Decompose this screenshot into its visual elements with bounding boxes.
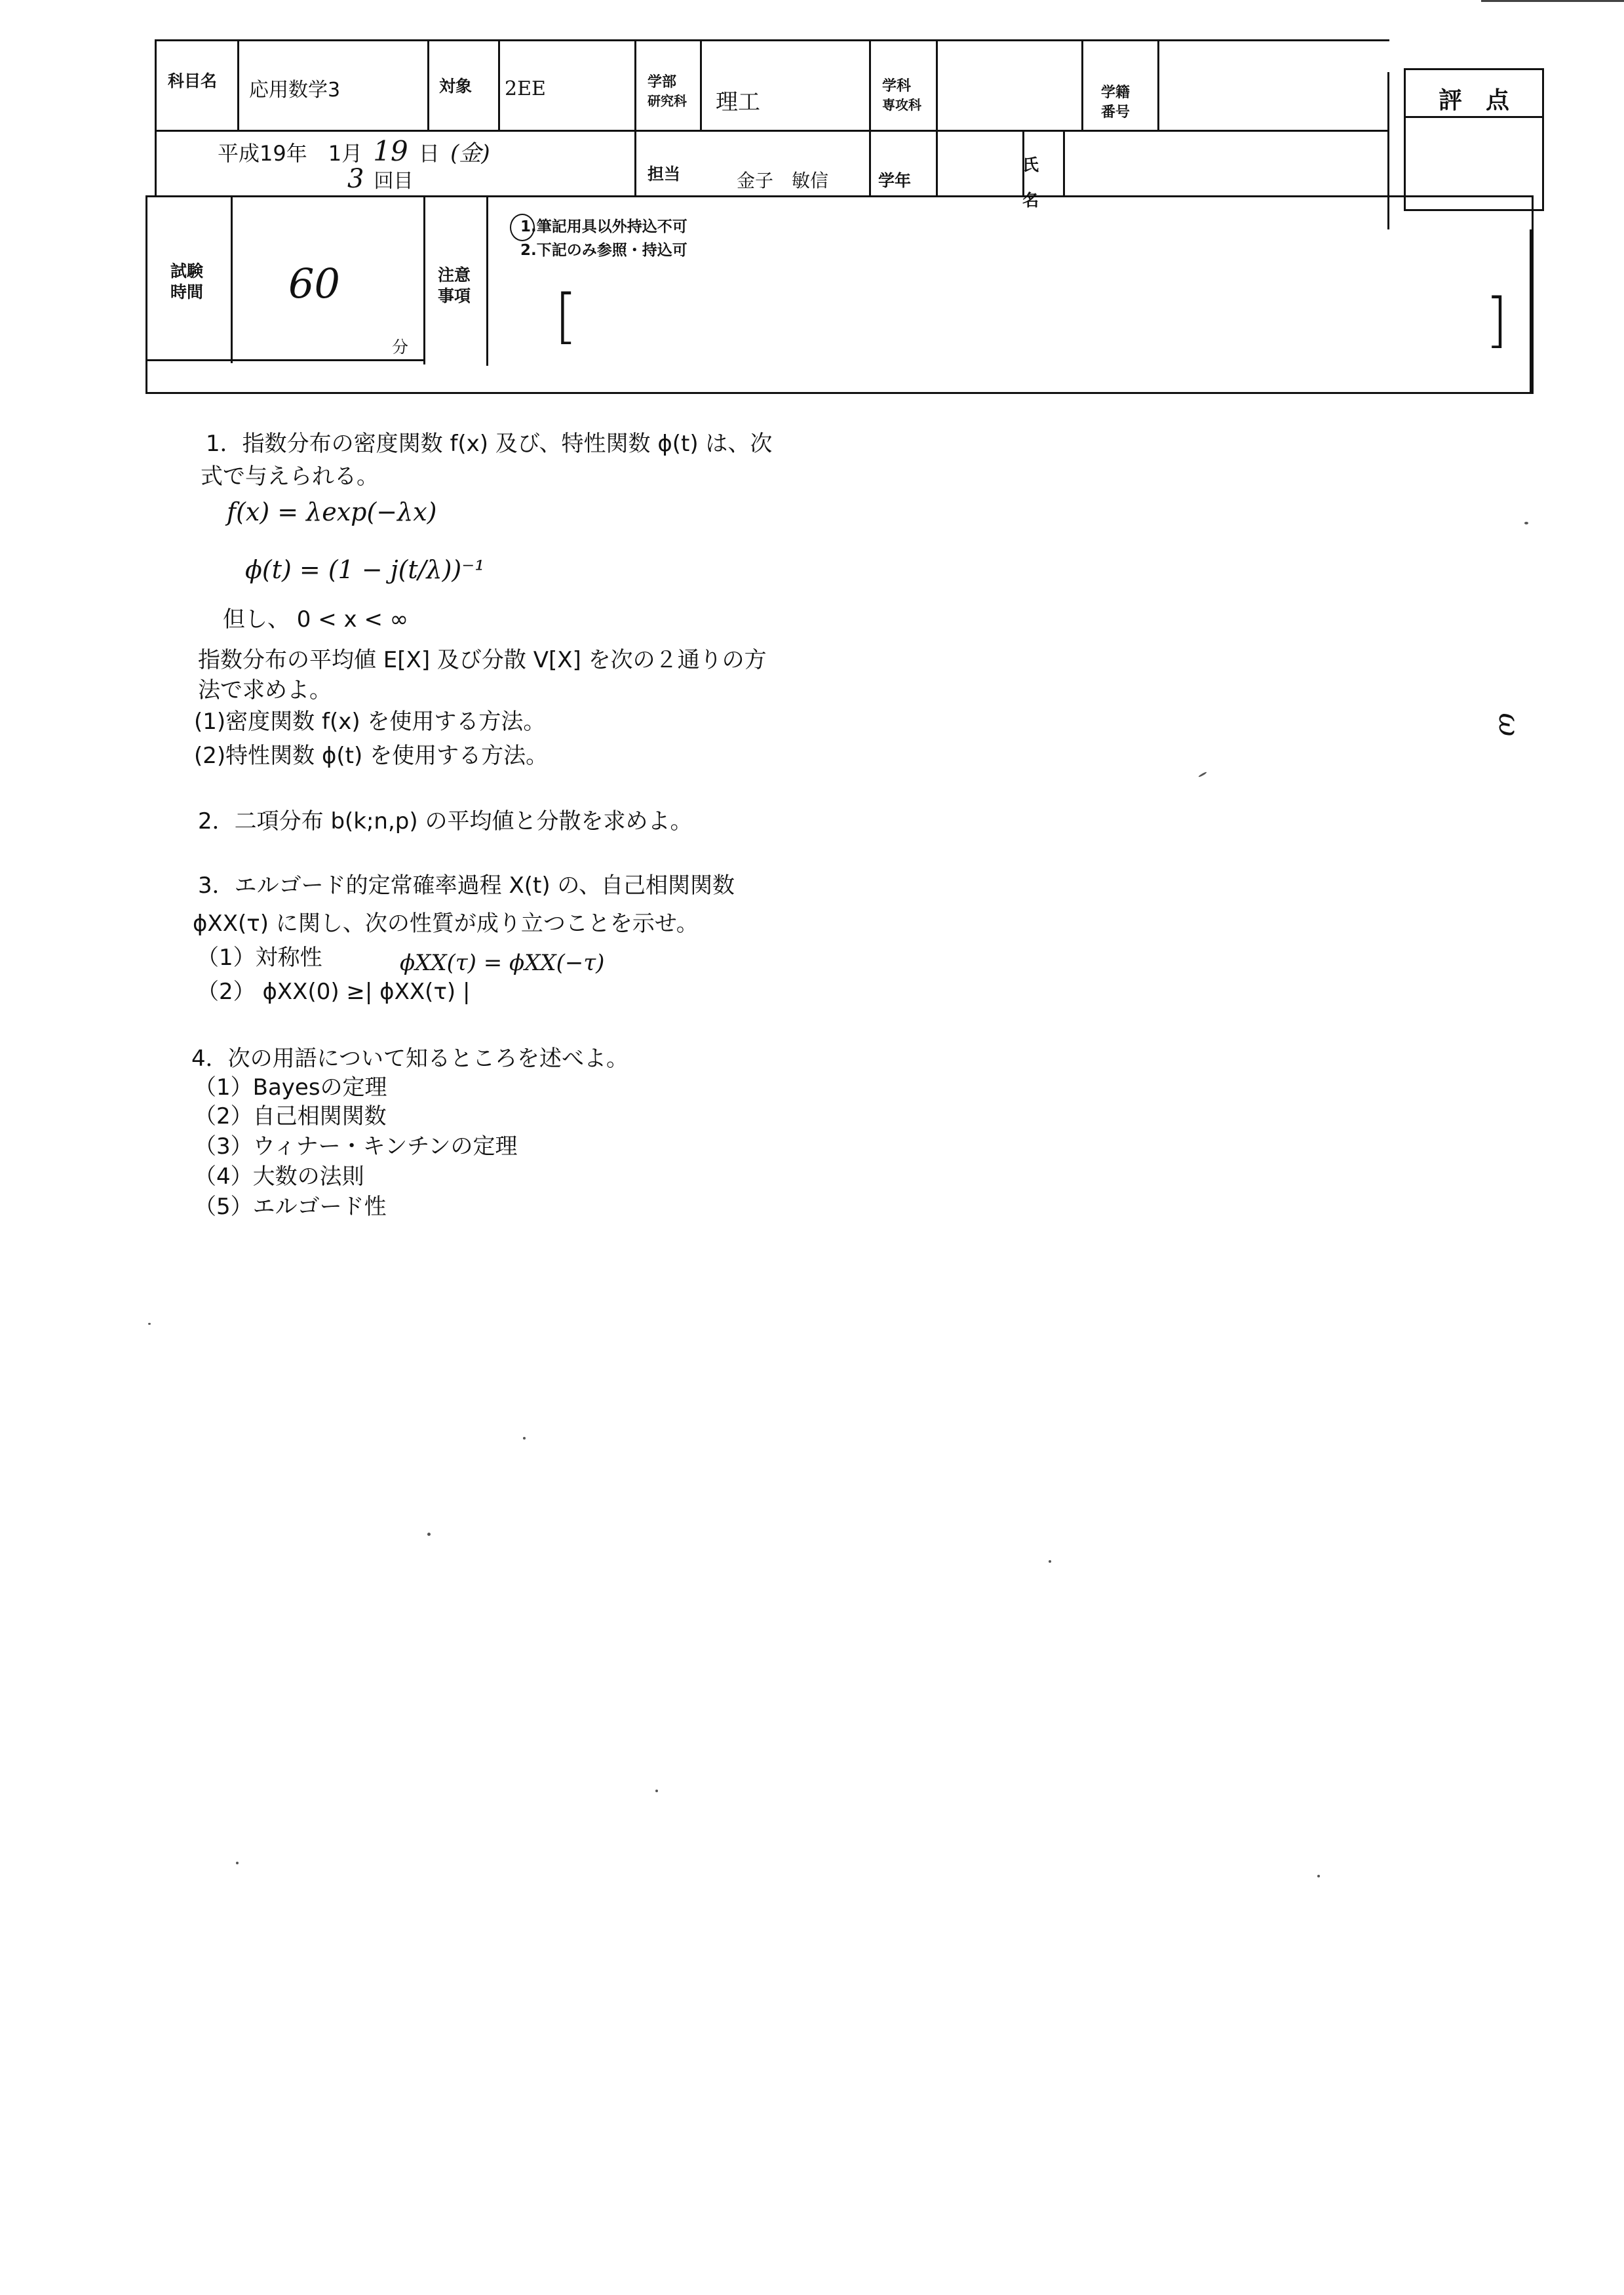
row1-sep-7	[936, 39, 938, 197]
q1-line1: 1．指数分布の密度関数 f(x) 及び、特性関数 ϕ(t) は、次	[206, 431, 773, 457]
note-1-circle-mark	[510, 214, 535, 241]
note-2: 2.下記のみ参照・持込可	[520, 242, 687, 259]
scan-speck	[655, 1790, 658, 1792]
exam-session	[347, 164, 414, 194]
scan-speck	[523, 1437, 526, 1440]
q3-sub1-formula: ϕXX(τ) = ϕXX(−τ)	[400, 950, 605, 976]
session-number: 3	[347, 164, 364, 194]
target-label: 対象	[439, 77, 473, 96]
scan-speck	[236, 1862, 239, 1864]
time-label-bottom: 時間	[170, 283, 204, 302]
q4-item: （4）大数の法則	[194, 1164, 364, 1190]
target-value: 2EE	[505, 77, 546, 100]
exam-date	[218, 135, 490, 167]
row2-sep-2	[1063, 131, 1065, 197]
teacher-name: 金子 敏信	[737, 170, 829, 191]
scan-speck	[427, 1533, 431, 1536]
row1-sep-3	[498, 39, 500, 131]
q1-sub1: (1)密度関数 f(x) を使用する方法。	[194, 709, 546, 735]
subject-value: 応用数学3	[249, 79, 341, 102]
row1-sep-1	[237, 39, 239, 131]
faculty-label-bottom: 研究科	[648, 93, 687, 109]
q1-formula-characteristic: ϕ(t) = (1 − j(t/λ))⁻¹	[245, 555, 485, 584]
faculty-label-top: 学部	[648, 74, 677, 90]
row1-divider	[155, 130, 1389, 132]
time-value: 60	[288, 260, 340, 307]
q4-line1: 4．次の用語について知るところを述べよ。	[191, 1046, 628, 1072]
scan-speck	[1317, 1875, 1320, 1877]
scan-speck	[1524, 522, 1528, 524]
q1-line2: 式で与えられる。	[201, 463, 379, 490]
row3-sep-3	[486, 197, 488, 366]
session-label: 回目	[374, 170, 414, 193]
row1-sep-5	[700, 39, 702, 131]
note-1: 1.筆記用具以外持込不可	[520, 218, 687, 235]
score-label: 評 点	[1438, 87, 1509, 114]
date-weekday: (金)	[450, 140, 490, 167]
year-label: 学年	[878, 171, 912, 190]
scan-speck	[1198, 772, 1207, 778]
scan-speck	[148, 1323, 151, 1325]
q1-condition: 但し、 0 < x < ∞	[223, 606, 409, 633]
row1-sep-8	[1081, 39, 1083, 131]
subject-label: 科目名	[168, 71, 218, 90]
q2-line1: 2．二項分布 b(k;n,p) の平均値と分散を求めよ。	[198, 808, 693, 834]
q4-item: （1）Bayesの定理	[194, 1074, 387, 1101]
name-label-top: 氏	[1022, 155, 1039, 174]
row1-sep-2	[427, 39, 429, 131]
q1-formula-density: f(x) = λexp(−λx)	[227, 498, 437, 526]
bracket-left: [	[554, 282, 578, 351]
row1-sep-9	[1157, 39, 1159, 131]
margin-handwritten-mark: ω	[1492, 713, 1526, 737]
q1-sub2: (2)特性関数 ϕ(t) を使用する方法。	[194, 743, 549, 769]
q4-item: （3）ウィナー・キンチンの定理	[194, 1133, 518, 1160]
date-day: 19	[373, 135, 408, 167]
header-left-border	[155, 39, 157, 197]
row3-box	[145, 195, 1534, 394]
q3-sub1-label: （1）対称性	[197, 945, 322, 971]
scan-edge-line	[1481, 0, 1624, 2]
row1-sep-6	[869, 39, 871, 197]
row3-bottom-left	[145, 359, 423, 361]
date-text: 平成19年 1月	[218, 141, 363, 166]
faculty-value: 理工	[716, 89, 760, 115]
bracket-right: ]	[1485, 286, 1509, 355]
dept-label-bottom: 専攻科	[882, 97, 921, 113]
row3-right-border	[1530, 229, 1532, 393]
q1-line4: 法で求めよ。	[198, 677, 332, 703]
q3-line2: ϕXX(τ) に関し、次の性質が成り立つことを示せ。	[193, 911, 699, 937]
row1-sep-4	[634, 39, 636, 197]
name-label-bottom: 名	[1022, 191, 1039, 210]
student-no-label-bottom: 番号	[1101, 104, 1131, 121]
row3-sep-2	[423, 197, 425, 364]
dept-label-top: 学科	[882, 78, 912, 94]
score-box	[1404, 68, 1544, 211]
q3-sub2: （2） ϕXX(0) ≥| ϕXX(τ) |	[197, 979, 471, 1005]
notes-label-top: 注意	[438, 265, 471, 284]
student-no-label-top: 学籍	[1101, 85, 1131, 101]
notes-label-bottom: 事項	[438, 286, 471, 305]
row3-sep-1	[231, 197, 233, 363]
time-unit: 分	[392, 338, 409, 357]
q4-item: （2）自己相関関数	[194, 1103, 387, 1129]
teacher-label: 担当	[648, 165, 681, 184]
q4-item: （5）エルゴード性	[194, 1194, 387, 1220]
q1-line3: 指数分布の平均値 E[X] 及び分散 V[X] を次の２通りの方	[198, 647, 767, 673]
time-label-top: 試験	[170, 262, 204, 281]
header-top-border	[155, 39, 1389, 41]
scan-speck	[1049, 1560, 1051, 1563]
scan-gap	[564, 42, 590, 46]
date-suffix: 日	[418, 141, 440, 166]
q3-line1: 3．エルゴード的定常確率過程 X(t) の、自己相関関数	[198, 873, 735, 899]
